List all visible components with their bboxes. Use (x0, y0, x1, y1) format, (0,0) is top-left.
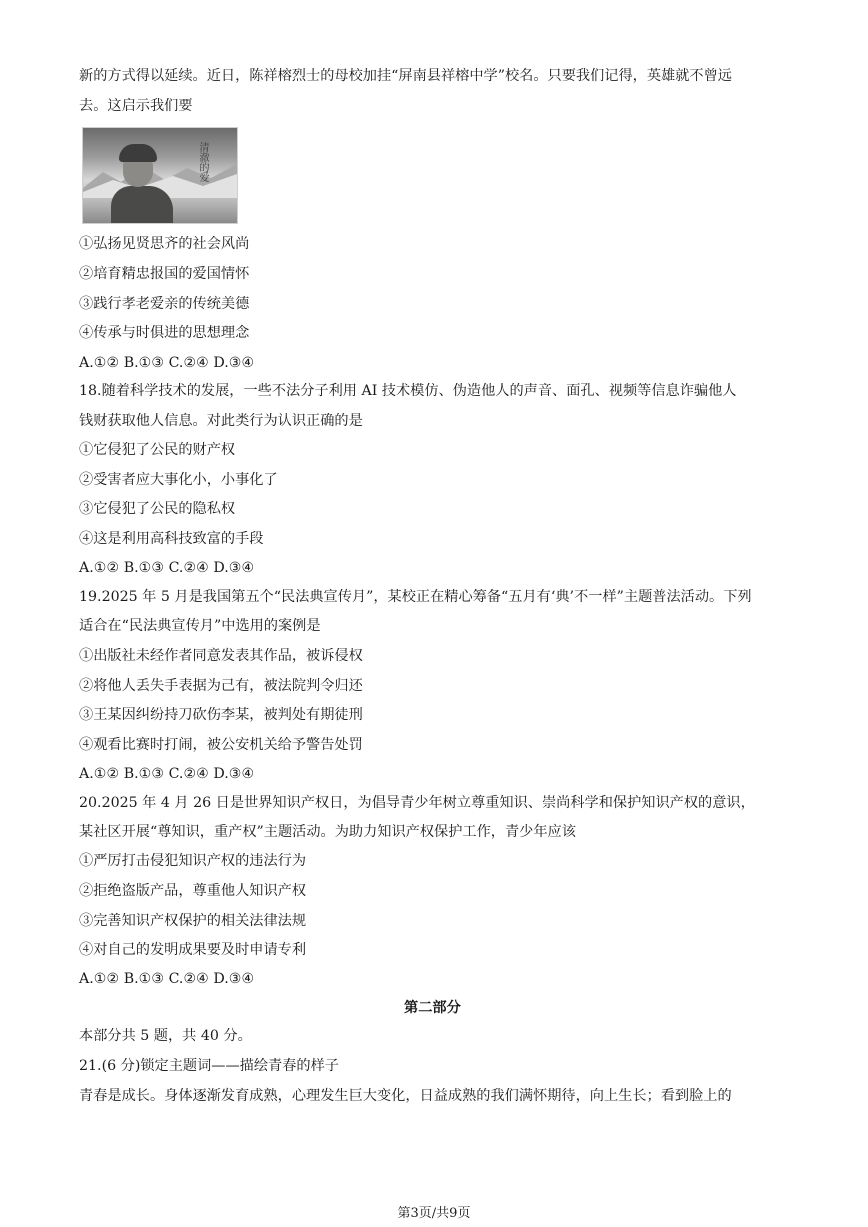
q20-option-2: ②拒绝盗版产品，尊重他人知识产权 (79, 883, 307, 899)
q21-line1: 青春是成长。身体逐渐发育成熟，心理发生巨大变化，日益成熟的我们满怀期待，向上生长；看到脸上的 (79, 1088, 732, 1104)
q19-option-4: ④观看比赛时打闹，被公安机关给予警告处罚 (79, 737, 363, 753)
page-footer: 第3页/共9页 (397, 1206, 471, 1221)
q20-line1: 20.2025 年 4 月 26 日是世界知识产权日，为倡导青少年树立尊重知识、崇尚科学和保护知识产权的意识， (79, 795, 755, 811)
q17-option-4: ④传承与时俱进的思想理念 (79, 325, 250, 341)
q20-option-4: ④对自己的发明成果要及时申请专利 (79, 942, 307, 958)
q18-option-1: ①它侵犯了公民的财产权 (79, 442, 236, 458)
q18-line2: 钱财获取他人信息。对此类行为认识正确的是 (79, 413, 363, 429)
q18-option-2: ②受害者应大事化小，小事化了 (79, 472, 278, 488)
q17-option-3: ③践行孝老爱亲的传统美德 (79, 296, 250, 312)
q21-title: 21.(6 分)锁定主题词——描绘青春的样子 (79, 1058, 339, 1074)
soldier-hat (119, 144, 157, 162)
q19-line2: 适合在“民法典宣传月”中选用的案例是 (79, 618, 321, 634)
q18-option-4: ④这是利用高科技致富的手段 (79, 531, 264, 547)
q20-option-3: ③完善知识产权保护的相关法律法规 (79, 913, 307, 929)
part2-heading: 第二部分 (404, 1000, 461, 1016)
q18-option-3: ③它侵犯了公民的隐私权 (79, 501, 236, 517)
q19-option-2: ②将他人丢失手表据为己有，被法院判令归还 (79, 678, 363, 694)
q17-option-1: ①弘扬见贤思齐的社会风尚 (79, 236, 250, 252)
q19-option-3: ③王某因纠纷持刀砍伤李某，被判处有期徒刑 (79, 707, 363, 723)
soldier-figure (111, 186, 173, 224)
q20-choices: A.①② B.①③ C.②④ D.③④ (79, 971, 255, 987)
q20-line2: 某社区开展“尊知识，重产权”主题活动。为助力知识产权保护工作，青少年应该 (79, 824, 576, 840)
q18-choices: A.①② B.①③ C.②④ D.③④ (79, 560, 255, 576)
q19-line1: 19.2025 年 5 月是我国第五个“民法典宣传月”，某校正在精心筹备“五月有‘典’不一样”主题普法活动。下列 (79, 589, 752, 605)
q19-choices: A.①② B.①③ C.②④ D.③④ (79, 766, 255, 782)
q17-line2: 去。这启示我们要 (79, 98, 193, 114)
q17-option-2: ②培育精忠报国的爱国情怀 (79, 266, 250, 282)
q17-line1: 新的方式得以延续。近日，陈祥榕烈士的母校加挂“屏南县祥榕中学”校名。只要我们记得，英雄就不曾远 (79, 68, 732, 84)
q20-option-1: ①严厉打击侵犯知识产权的违法行为 (79, 853, 307, 869)
q17-choices: A.①② B.①③ C.②④ D.③④ (79, 355, 255, 371)
hero-photo (82, 127, 238, 224)
q19-option-1: ①出版社未经作者同意发表其作品，被诉侵权 (79, 648, 363, 664)
photo-caption: 清澈的爱 (197, 142, 208, 182)
part2-intro: 本部分共 5 题，共 40 分。 (79, 1028, 252, 1044)
q18-line1: 18.随着科学技术的发展，一些不法分子利用 AI 技术模仿、伪造他人的声音、面孔、视频等信息诈骗他人 (79, 383, 737, 399)
